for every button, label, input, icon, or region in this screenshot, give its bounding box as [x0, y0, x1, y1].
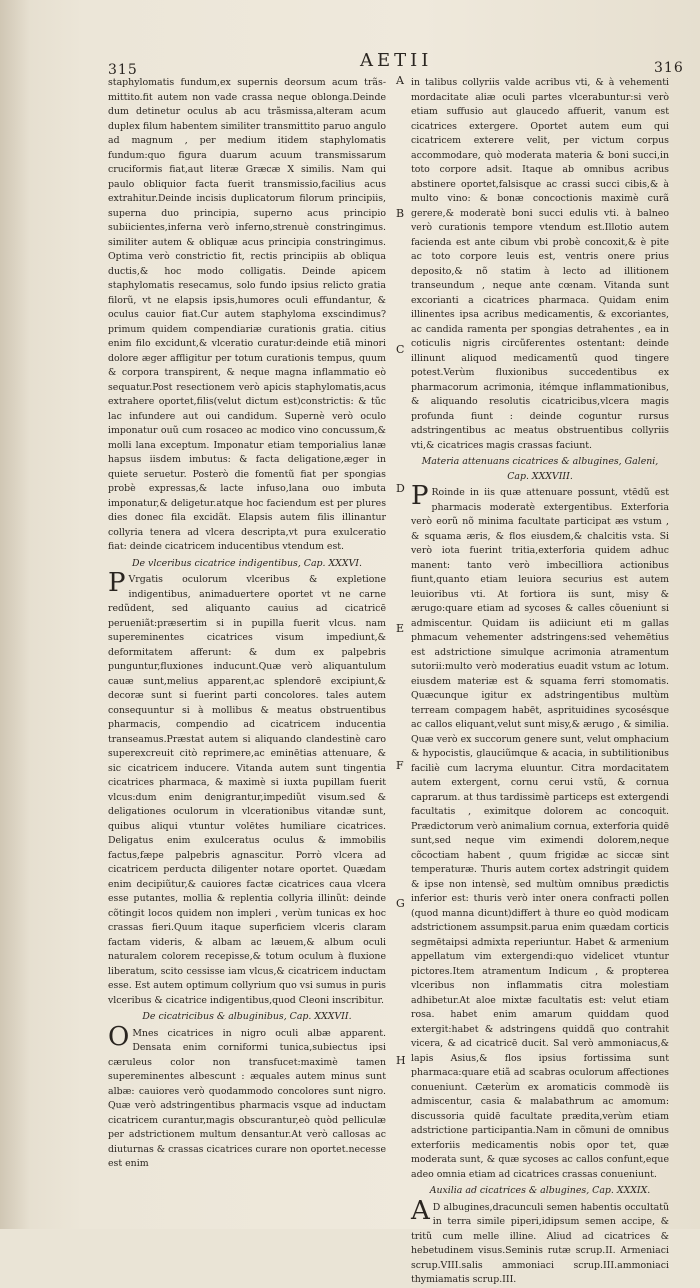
page-number-right: 316 — [654, 60, 684, 76]
chapter-heading: De cicatricibus & albuginibus, Cap. XXXVII. — [142, 1011, 352, 1022]
margin-letter-c: C — [396, 343, 405, 356]
paragraph: in talibus collyriis valde acribus vti, & à vehementi mordacitate aliæ oculi partes vlcerabuntur:si verò etiam suffusio aut glaucedo affuerit, vanum est cicatrices extergere. Oportet autem eum qui cicatricem exterere velit, per victum corpus accommodare, quò moderata materia & boni succi,in toto corpore adsit. Itaque ab omnibus acribus abstinere oportet,falsisque ac crassi succi cibis,& à multo vino: & bonæ concoctionis maximè curã gerere,& moderatè boni succi edulis vti. à balneo verò curationis tempore vtendum est.Illotio autem facienda est ante cibum vbi probè concoxit,& è pite ac toto corpore leuis est, ventris onere prius deposito,& nõ statim à lecto ad illitionem transeundum , neque ante cœnam. Vitanda sunt excorianti a cicatrices pharmaca. Quidam enim illinentes ipsa acribus medicamentis, & excoriantes, ac candida ramenta per spongias detrahentes , ea in coticulis nigris circũferentes ostentant: deinde illinunt aliquod medicamentũ quod tingere potest.Verùm fluxionibus succedentibus ex pharmacorum acrimonia, itémque inflammationibus, & aliquando resolutis cicatricibus,vlcera magis profunda fiunt : deinde coguntur rursus adstringentibus ac meatus obstruentibus collyriis vti,& cicatrices magis crassas faciunt. — [411, 77, 669, 451]
chapter-heading: Auxilia ad cicatrices & albugines, Cap. XXXIX. — [429, 1185, 651, 1196]
margin-letter-f: F — [396, 759, 404, 772]
page-number-left: 315 — [108, 62, 138, 78]
running-head: AETII — [360, 50, 433, 71]
gutter-shadow — [0, 0, 30, 1229]
chapter-heading: De vlceribus cicatrice indigentibus, Cap. XXXVI. — [132, 557, 362, 569]
paragraph-with-initial: PRoinde in iis quæ attenuare possunt, vtēdũ est pharmacis moderatè extergentibus. Exterforia verò eorũ nõ minima facultate participat æs vstum , & squama æris, & flos eiusdem,& chalcitis vsta. Si verò iota fuerint tritia,exterforia quidem adhuc manent: tanto verò imbecilliora actionibus fiunt,quanto etiam leuiora securius est autem leuioribus vti. At fortiora iis sunt, misy & ærugo:quare etiam ad sycoses & calles cõueniunt si admiscentur. Quidam iis adiiciunt eti m gallas phmacum vehementer adstringens:sed vehemētius est adstrictione simulque acrimonia atramentum sutorii:multo verò moderatius euadit vstum ac lotum. eiusdem materiæ est & squama ferri stomomatis. Quæcunque igitur ex adstringentibus multùm terream compagem habēt, asprituidines sycosésque ac callos eliquant,velut sunt misy,& ærugo , & similia. Quæ verò ex succorum genere sunt, velut omphacium & hypocistis, glauciũmque & acacia, in subtilitionibus faciliè cum lacryma eluuntur. Citra mordacitatem autem extergent, cornu cerui vstũ, & cornua caprarum. at thus tardissimè particeps est extergendi facultatis , eximitque dolorem ac concoquit. Prædictorum verò animalium cornua, exterforia quidē sunt,sed neque vim eximendi dolorem,neque cõcoctiam habent , quum frigidæ ac siccæ sint temperaturæ. Thuris autem cortex adstringit quidem & ipse non intensè, sed multùm omnibus prædictis inferior est: thuris verò inter onera confracti pollen (quod manna dicunt)differt à thure eo quòd modicam adstrictionem assumpsit.parua enim quædam corticis segmētaipsi admixta reperiuntur. Habet & armenium appellatum vim extergendi:quo videlicet vtuntur pictores.Item atramentum Indicum , & propterea vlceribus non inflammatis citra molestiam adhibetur.At aloe mixtæ facultatis est: velut etiam rosa. habet enim amarum quiddam quod extergit:habet & adstringens quiddã quo contrahit vicera, & ad cicatricē ducit. Sal verò ammoniacus,& lapis Asius,& flos ipsius fortissima sunt pharmaca:quare etiã ad scabras oculorum affectiones conueniunt. Cæterùm ex aromaticis commodè iis admiscentur, casia & malabathrum ac amomum: discussoria quidē facultate prædita,verùm etiam adstrictione participantia.Nam in cõmuni de omnibus exterforiis medicamentis nobis opor tet, quæ moderata sunt, & quæ sycoses ac callos confunt,eque adeo omnia etiam ad cicatrices crassas conueniunt. — [411, 481, 669, 1180]
margin-letter-d: D — [396, 482, 405, 495]
paragraph-with-initial: OMnes cicatrices in nigro oculi albæ apparent. Densata enim corniformi tunica,subiectus ipsi cæruleus color non transfucet:maximè tamen supereminentes albescunt : æquales autem minus sunt albæ: cauiores verò quodammodo concolores sunt nigro. Quæ verò adstringentibus pharmacis vsque ad inductam cicatricem curantur,magis obscurantur,eò quòd pelliculæ per adstrictionem multum densantur.At verò callosas ac diuturnas & crassas cicatrices curare non oportet.necesse est enim — [108, 1021, 386, 1169]
margin-letter-h: H — [396, 1054, 406, 1067]
margin-letter-g: G — [396, 897, 405, 910]
paragraph-with-initial: AD albugines,dracunculi semen habentis occultatũ in terra simile piperi,idipsum semen accipe, & tritũ cum melle illine. Aliud ad cicatrices & hebetudinem visus.Seminis rutæ scrup.II. Armeniaci scrup.VIII.salis ammoniaci scrup.III.ammoniaci thymiamatis scrup.III. — [411, 1195, 669, 1285]
paragraph: staphylomatis fundum,ex supernis deorsum acum trãs-mittito.fit autem non vade crassa neque oblonga.Deinde dum detinetur oculus ab acu trãsmissa,alteram acum duplex filum habentem similiter transmittito paruo angulo ad magnum , per medium itidem staphylomatis fundum:quo figura duarum acuum transmissarum cruciformis fiat,aut literæ Græcæ X similis. Nam qui paulo obliquior facta fuerit transmissio,facilius acus extrahitur.Deinde incisis duplicatorum filorum principiis, superna duo principia, superno acus principio subiicientes,inferna verò inferno,strenuè constringimus. similiter autem & obliquæ acus principia constringimus. Optima verò constrictio fit, rectis principiis ab obliqua ductis,& hoc modo colligatis. Deinde apicem staphylomatis resecamus, solo fundo ipsius relicto gratia filorũ, vt ne elapsis ipsis,humores oculi effundantur, & oculus cauior fiat.Cur autem staphyloma exscindimus?primum quidem compendiariæ curationis gratia. citius enim filo excidunt,& vlceratio curatur:deinde etiã minori dolore æger affligitur per totum curationis tempus, quum & corpora transpirent, & neque magna inflammatio eò sequatur.Post resectionem verò apicis staphylomatis,acus extrahere oportet,filis(velut dictum est)constrictis: & tũc lac infundere aut oui candidum. Supernè verò oculo imponatur ouũ cum rosaceo ac modico vino concussum,& molli lana exceptum. Imponatur etiam temporialius lanæ hapsus iisdem imbutus: & facta deligatione,æger in quiete seruetur. Posterò die fomentũ fiat per spongias probè expressas,& lacte infuso,lana ouo imbuta imponatur,& deligetur.atque hoc faciendum est per plures dies donec fila excidãt. Elapsis autem filis illinantur collyria tenera ad vlcera descripta,vt pura exulceratio fiat: deinde cicatricem inducentibus vtendum est. — [108, 77, 386, 552]
margin-letter-a: A — [396, 74, 404, 87]
text-column-right — [411, 76, 669, 1285]
paragraph-with-initial: PVrgatis oculorum vlceribus & expletione indigentibus, animaduertere oportet vt ne carne redũdent, sed aliquanto cauius ad cicatricē perueniãt:præsertim si in pupilla fuerit vlcus. nam supereminentes cicatrices visum impediunt,& deformitatem afferunt: & dum ex palpebris punguntur,fluxiones inducunt.Quæ verò aliquantulum cauæ sunt,melius apparent,ac splendorē excipiunt,& decoræ sunt si fuerint parti concolores. tales autem consequuntur si à mollibus & meatus obstruentibus pharmacis, compendio ad cicatricem inducentia transeamus.Præstat autem si aliquando clandestinè caro superexcreuit citò reprimere,ac eminētias attenuare, & sic cicatricem inducere. Vitanda autem sunt tingentia cicatrices pharmaca, & maximè si iuxta pupillam fuerit vlcus:dum enim denigrantur,impediũt visum.sed & deligationes oculorum in vlcerationibus vitandæ sunt, quibus aliqui vtuntur volētes humiliare cicatrices. Deligatus enim exulceratus oculus & immobilis factus,fæpe palpebris agnascitur. Porrò vlcera ad cicatricem perducta diligenter notare oportet. Quædam enim decipiũtur,& cauiores factæ cicatrices caua vlcera esse putantes, mollia & replentia collyria illinũt: deinde cõtingit locos quidem non impleri , verùm tunicas ex hoc crassas fieri.Quum itaque superficiem vlceris claram factam videris, & albam ac læuem,& album oculi naturalem colorem recepisse,& totum oculum à fluxione liberatum, scito cessisse iam vlcus,& cicatricem inductam esse. Est autem optimum collyrium quo vsi sumus in puris vlceribus & cicatrice indigentibus,quod Cleoni inscribitur. — [108, 568, 386, 1006]
chapter-heading: Materia attenuans cicatrices & albugines, Galeni, Cap. XXXVIII. — [421, 456, 659, 482]
text-column-left — [108, 76, 386, 1169]
margin-letter-e: E — [396, 622, 405, 635]
margin-letter-b: B — [396, 207, 405, 220]
